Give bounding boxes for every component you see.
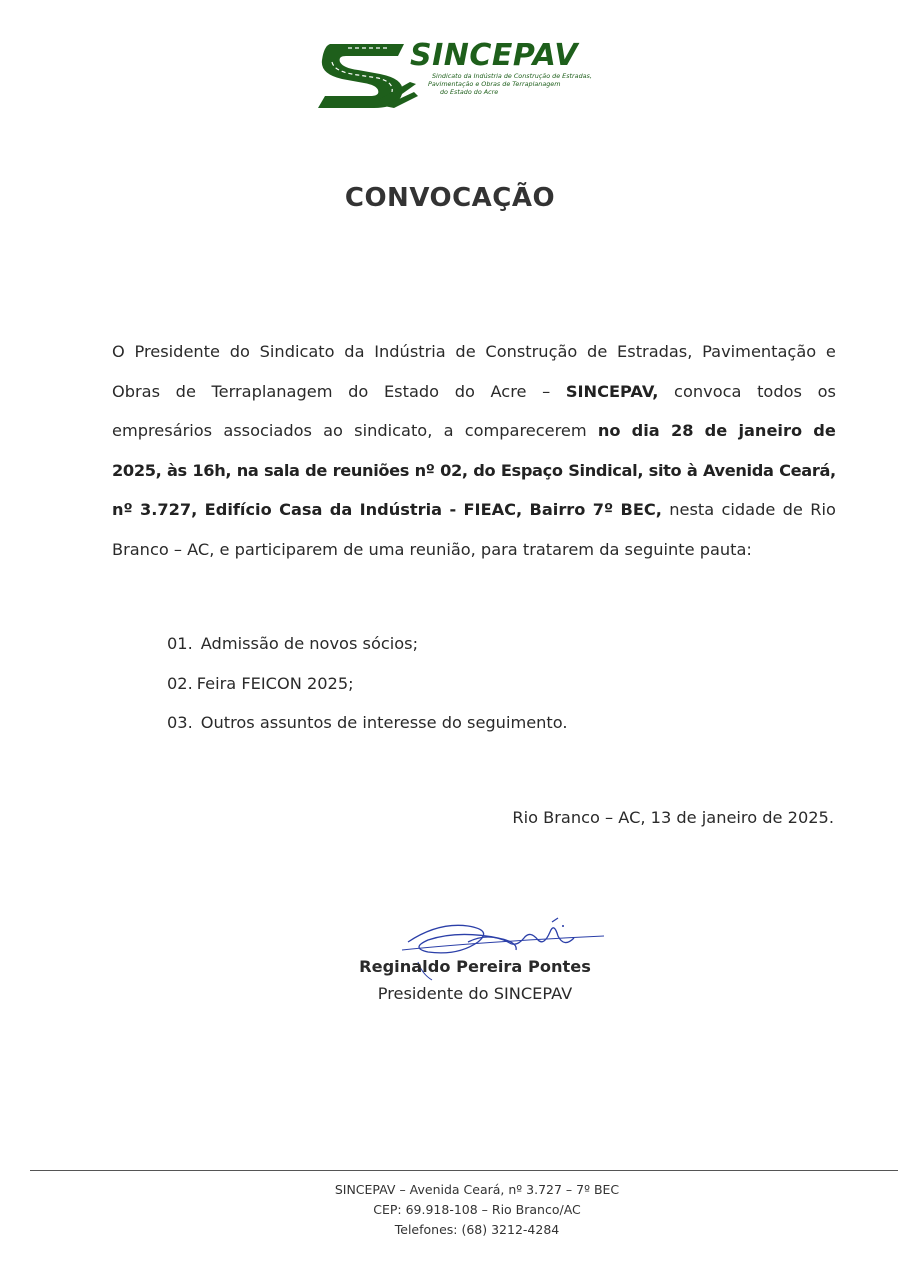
word: Pavimentação [702, 342, 817, 361]
bold-word: nº [112, 500, 133, 519]
organization-name: SINCEPAV, [565, 381, 659, 401]
bold-word: - [449, 500, 457, 519]
word: comparecerem [464, 421, 587, 440]
word: ao [323, 421, 343, 440]
footer [0, 1180, 900, 1240]
bold-word: Edifício [204, 500, 272, 519]
word: de [782, 500, 803, 519]
bold-word: 7º [592, 500, 614, 519]
bold-word: nº [414, 460, 435, 480]
logo-subtitle-line: Pavimentação e Obras de Terraplanagem [428, 80, 561, 88]
word: sindicato, [354, 421, 433, 440]
logo-subtitle-line: Sindicato da Indústria de Construção de Estradas, [432, 72, 592, 80]
footer-divider [30, 1170, 898, 1171]
bold-word: 16h, [192, 460, 232, 480]
agenda-item [167, 703, 568, 743]
bold-word: Sindical, [568, 460, 644, 480]
agenda-text: Feira FEICON 2025; [196, 673, 354, 693]
signatory-role: Presidente do SINCEPAV [377, 984, 573, 1003]
bold-word: 2025, [112, 460, 162, 480]
word: os [817, 381, 836, 401]
paragraph-line [112, 411, 836, 451]
paragraph-last-line: Branco – AC, e participarem de uma reunião, para tratarem da seguinte pauta: [112, 539, 752, 559]
paragraph-line [112, 372, 836, 412]
word: Terraplanagem [211, 381, 333, 401]
logo-subtitle [428, 72, 592, 96]
logo-subtitle-line: do Estado do Acre [440, 88, 499, 96]
word: Acre [490, 381, 527, 401]
paragraph-line [112, 490, 836, 530]
convocation-paragraph [112, 332, 836, 569]
agenda-text: Outros assuntos de interesse do seguimento. [200, 713, 568, 732]
place-and-date: Rio Branco – AC, 13 de janeiro de 2025. [512, 808, 834, 827]
bold-word: Avenida [702, 460, 774, 480]
bold-word: da [329, 500, 353, 519]
word: todos [757, 381, 802, 401]
bold-word: Bairro [529, 500, 586, 519]
bold-word: Casa [279, 500, 323, 519]
word: Rio [810, 500, 836, 519]
word: – [542, 381, 551, 401]
agenda-number: 03. [167, 713, 193, 732]
word: de [455, 342, 476, 361]
bold-word: às [166, 460, 187, 480]
bold-word: reuniões [332, 460, 410, 480]
word: do [454, 381, 475, 401]
word: associados [223, 421, 312, 440]
paragraph-line [112, 530, 836, 570]
bold-word: dia [631, 421, 660, 440]
bold-word: na [236, 460, 259, 480]
word: convoca [674, 381, 742, 401]
signatory-name: Reginaldo Pereira Pontes [359, 957, 591, 976]
bold-word: no [597, 421, 621, 440]
bold-word: de [704, 421, 728, 440]
word: nesta [669, 500, 715, 519]
word: Estradas, [617, 342, 693, 361]
paragraph-line [112, 451, 836, 491]
bold-word: de [813, 421, 836, 440]
bold-word: 02, [440, 460, 468, 480]
word: do [348, 381, 369, 401]
word: O [112, 342, 125, 361]
agenda-item [167, 624, 568, 664]
logo-wordmark: SINCEPAV [410, 38, 579, 73]
footer-cep: CEP: 69.918-108 – Rio Branco/AC [373, 1202, 581, 1217]
bold-word: BEC, [620, 500, 662, 519]
bold-word: 3.727, [139, 500, 198, 519]
agenda-item [167, 664, 568, 704]
agenda-number: 01. [167, 634, 193, 653]
word: empresários [112, 421, 213, 440]
bold-word: do [473, 460, 496, 480]
agenda-text: Admissão de novos sócios; [200, 634, 419, 653]
bold-word: sito [648, 460, 682, 480]
bold-word: Indústria [359, 500, 443, 519]
agenda-list [167, 624, 568, 743]
word: cidade [721, 500, 776, 519]
word: Sindicato [259, 342, 335, 361]
agenda-number: 02. [167, 673, 193, 693]
bold-word: sala [264, 460, 300, 480]
word: a [443, 421, 454, 440]
word: Construção [485, 342, 578, 361]
document-title: CONVOCAÇÃO [344, 183, 556, 213]
bold-word: FIEAC, [463, 500, 523, 519]
bold-word: de [305, 460, 328, 480]
bold-word: janeiro [738, 421, 803, 440]
bold-word: à [686, 460, 698, 480]
bold-word: 28 [670, 421, 694, 440]
word: do [229, 342, 250, 361]
word: Presidente [134, 342, 220, 361]
bold-word: Ceará, [779, 460, 836, 480]
word: da [344, 342, 365, 361]
word: Obras [112, 381, 161, 401]
sincepav-logo [318, 38, 638, 112]
footer-phone: Telefones: (68) 3212-4284 [394, 1222, 560, 1237]
bold-word: Espaço [500, 460, 563, 480]
word: de [587, 342, 608, 361]
paragraph-line [112, 332, 836, 372]
footer-address: SINCEPAV – Avenida Ceará, nº 3.727 – 7º BEC [334, 1182, 620, 1197]
word: e [825, 342, 836, 361]
word: Indústria [374, 342, 446, 361]
word: Estado [383, 381, 440, 401]
word: de [175, 381, 196, 401]
